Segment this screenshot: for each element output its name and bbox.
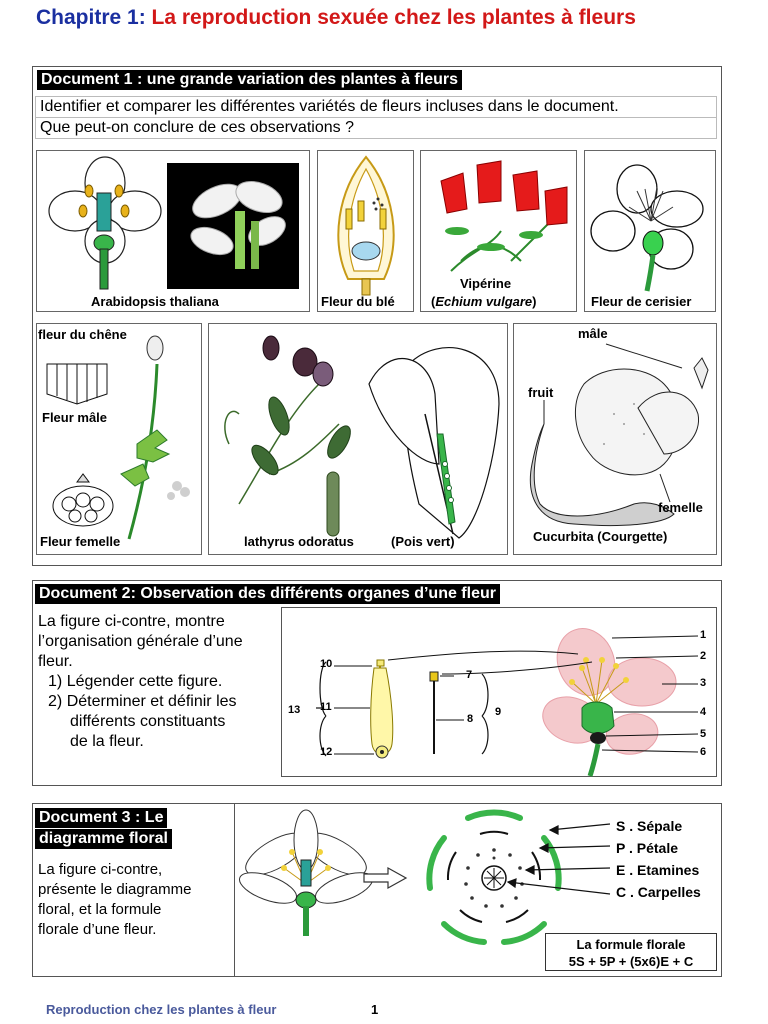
caption-chene: fleur du chêne: [38, 327, 127, 342]
flower-organ-drawing: [282, 608, 718, 778]
oak-flower-drawing: [37, 324, 202, 555]
doc2-item-2-number: 2): [48, 693, 63, 710]
legend-carpelles: C . Carpelles: [616, 884, 701, 900]
caption-fleur-male: Fleur mâle: [42, 410, 108, 425]
legend-etamines: E . Etamines: [616, 862, 700, 878]
doc2-intro-line-3: fleur.: [38, 653, 73, 670]
label-6: 6: [700, 746, 707, 758]
label-7: 7: [466, 669, 473, 681]
caption-pois: (Pois vert): [391, 534, 455, 549]
label-5: 5: [700, 728, 707, 740]
label-11: 11: [320, 701, 332, 713]
viperine-panel: [420, 150, 577, 312]
label-2: 2: [700, 650, 707, 662]
doc2-intro-line-2: l’organisation générale d’une: [38, 633, 243, 650]
document-2-intro: [38, 612, 278, 752]
chene-panel: [36, 323, 202, 555]
caption-lathyrus: lathyrus odoratus: [244, 534, 354, 549]
label-3: 3: [700, 677, 707, 689]
document-3-heading-line-1: Document 3 : Le: [35, 808, 167, 828]
document-2-heading: Document 2: Observation des différents organes d’une fleur: [35, 584, 500, 604]
diagram-legend: [616, 815, 701, 903]
cucurbita-panel: [513, 323, 717, 555]
doc2-intro-line-1: La figure ci-contre, montre: [38, 613, 225, 630]
floral-formula-title: La formule florale: [576, 937, 686, 952]
floral-formula: 5S + 5P + (5x6)E + C: [568, 954, 694, 969]
label-12: 12: [320, 746, 333, 758]
doc2-item-1-text: Légender cette figure.: [66, 673, 223, 690]
doc3-text-line-2: présente le diagramme: [38, 881, 192, 898]
footer-text: Reproduction chez les plantes à fleur: [46, 1002, 277, 1017]
sweet-pea-drawing: [209, 324, 508, 555]
caption-cerisier: Fleur de cerisier: [591, 294, 692, 309]
document-3-heading: [35, 808, 172, 849]
document-3-left-divider: [234, 803, 235, 977]
caption-ble: Fleur du blé: [321, 294, 395, 309]
label-13: 13: [288, 704, 301, 716]
doc2-item-1: [38, 672, 278, 692]
label-1: 1: [700, 629, 707, 641]
caption-viperine-paren-open: (: [431, 294, 436, 309]
doc2-item-1-number: 1): [48, 673, 63, 690]
cherry-flower-drawing: [585, 151, 716, 312]
caption-cucurbita: Cucurbita (Courgette): [533, 529, 668, 544]
courgette-drawing: [514, 324, 717, 555]
doc2-item-2: [38, 692, 278, 712]
page-title: [36, 6, 636, 30]
document-1-question-2: Que peut-on conclure de ces observations ?: [35, 117, 717, 139]
lathyrus-panel: [208, 323, 508, 555]
doc3-text-line-4: florale d’une fleur.: [38, 921, 157, 938]
page-number: 1: [371, 1002, 379, 1017]
ble-panel: [317, 150, 414, 312]
label-8: 8: [467, 713, 474, 725]
doc3-text-line-3: floral, et la formule: [38, 901, 162, 918]
title-colon: :: [138, 6, 146, 29]
caption-arabidopsis: Arabidopsis thaliana: [91, 294, 219, 309]
flower-organ-figure: [281, 607, 717, 777]
chapter-title: La reproduction sexuée chez les plantes à fleurs: [145, 6, 636, 29]
label-9: 9: [495, 706, 502, 718]
caption-viperine-paren-close: ): [532, 294, 537, 309]
doc2-item-2-cont-2: de la fleur.: [70, 733, 144, 750]
caption-viperine-latin-name: Echium vulgare: [435, 294, 533, 309]
cerisier-panel: [584, 150, 716, 312]
caption-male: mâle: [578, 326, 608, 341]
doc2-item-2-text: Déterminer et définir les: [66, 693, 237, 710]
doc2-item-2-cont-1: différents constituants: [70, 713, 226, 730]
arabidopsis-panel: [36, 150, 310, 312]
legend-petale: P . Pétale: [616, 840, 679, 856]
legend-sepale: S . Sépale: [616, 818, 683, 834]
arabidopsis-flower-drawing: [37, 151, 310, 312]
document-3-heading-line-2: diagramme floral: [35, 829, 172, 849]
chapter-number: Chapitre 1: [36, 6, 139, 29]
label-4: 4: [700, 706, 707, 718]
caption-fleur-femelle: Fleur femelle: [40, 534, 121, 549]
floral-formula-box: [545, 933, 717, 971]
caption-femelle: femelle: [658, 500, 703, 515]
caption-viperine: Vipérine: [460, 276, 512, 291]
caption-fruit: fruit: [528, 385, 554, 400]
wheat-flower-drawing: [318, 151, 414, 312]
document-1-question-1: Identifier et comparer les différentes variétés de fleurs incluses dans le document.: [35, 96, 717, 118]
label-10: 10: [320, 658, 333, 670]
document-3-text: [38, 860, 232, 940]
document-1-heading: Document 1 : une grande variation des plantes à fleurs: [37, 70, 462, 90]
caption-viperine-latin: [431, 294, 537, 309]
doc3-text-line-1: La figure ci-contre,: [38, 861, 163, 878]
